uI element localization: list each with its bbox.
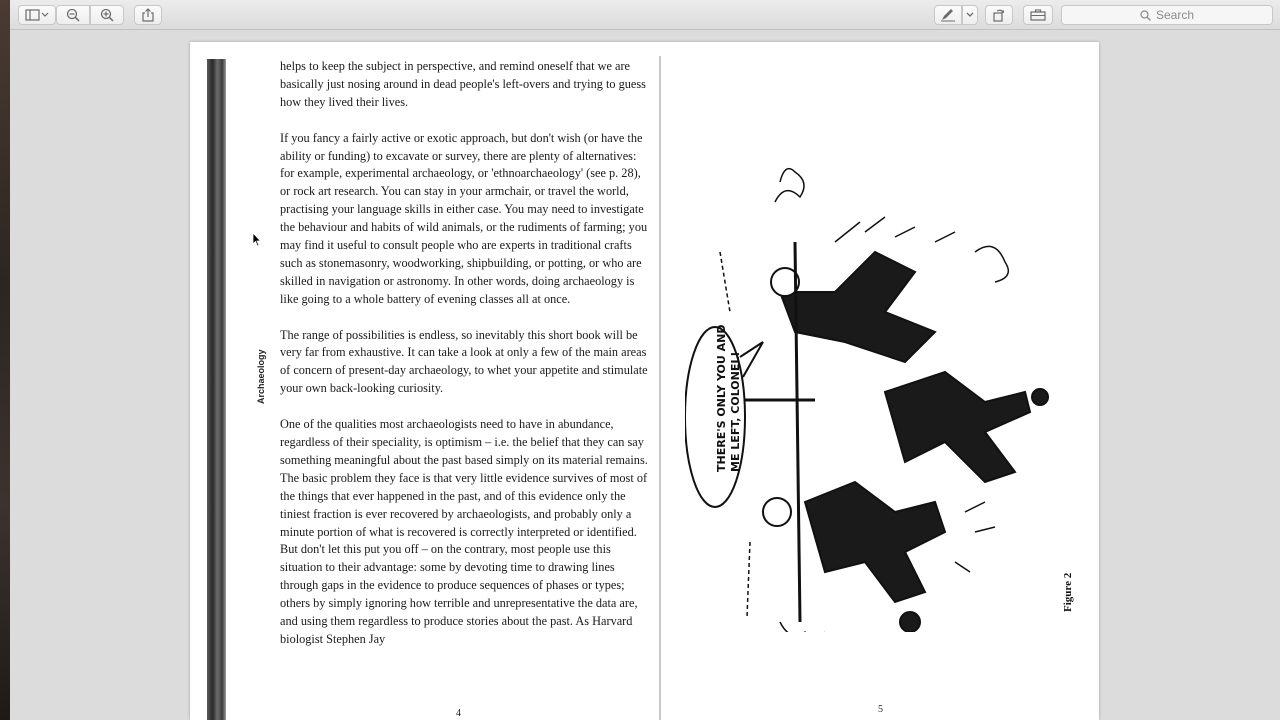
running-head: Archaeology <box>256 349 266 404</box>
markup-menu-button[interactable] <box>962 5 978 25</box>
rotate-icon <box>992 8 1006 22</box>
search-placeholder: Search <box>1155 8 1195 22</box>
chevron-down-icon <box>966 12 974 18</box>
toolbox-icon <box>1030 9 1046 21</box>
paragraph-1: helps to keep the subject in perspective, and remind oneself that we are basically just nosing around in dead people's left-overs and trying to guess how they lived their lives. <box>280 59 646 109</box>
toolbox-button[interactable] <box>1023 5 1053 25</box>
zoom-out-button[interactable] <box>56 5 90 25</box>
desktop-edge <box>0 0 10 720</box>
scan-edge-shadow <box>207 59 226 720</box>
toolbar <box>10 0 1280 30</box>
sidebar-toggle-button[interactable] <box>18 5 56 25</box>
figure-caption: Figure 2 <box>1062 572 1074 612</box>
zoom-in-button[interactable] <box>90 5 124 25</box>
zoom-out-icon <box>66 8 80 22</box>
paragraph-4: One of the qualities most archaeologists need to have in abundance, regardless of their speciality, is optimism – i.e. the belief that they can say something meaningful about the past based simply on its material remains. The basic problem they face is that very little evidence survives of most of the things that ever happened in the past, and of this evidence only the tiniest fraction is ever recovered by archaeologists, and probably only a minute portion of what is recovered is correctly interpreted or identified. But don't let this put you off – on the contrary, most people use this situation to their advantage: some by devoting time to drawing lines through gaps in the evidence to produce sequences of phases or types; others by simply ignoring how terrible and unrepresentative the data are, and using them regardless to produce stories about the past. As Harvard biologist Stephen Jay <box>280 417 648 646</box>
search-icon <box>1140 10 1151 21</box>
cartoon-illustration <box>685 142 1055 632</box>
rotate-button[interactable] <box>985 5 1013 25</box>
search-field[interactable] <box>1061 5 1273 25</box>
paragraph-2: If you fancy a fairly active or exotic approach, but don't wish (or have the ability or funding) to excavate or survey, there are plenty of alternatives: for example, experimental archaeology, or 'ethnoarchaeology' (see p. 28), or rock art research. You can stay in your armchair, or travel the world, practising your language skills in either case. You may need to investigate the behaviour and habits of wild animals, or the rudiments of farming; you may find it useful to consult people who are experts in traditional crafts such as stonemasonry, woodworking, shipbuilding, or potting, or who are skilled in navigation or astronomy. In other words, doing archaeology is like going to a whole battery of evening classes all at once. <box>280 130 648 306</box>
right-page-number: 5 <box>878 704 883 715</box>
page-gutter <box>659 56 661 720</box>
speech-line-1: THERE'S ONLY YOU AND <box>715 324 728 472</box>
markup-button[interactable] <box>934 5 962 25</box>
share-icon <box>142 8 154 22</box>
speech-line-2: ME LEFT, COLONEL! <box>729 351 742 472</box>
left-page-number: 4 <box>456 708 461 719</box>
share-button[interactable] <box>134 5 162 25</box>
left-page-text <box>280 58 650 649</box>
mouse-cursor-icon <box>252 232 262 247</box>
paragraph-3: The range of possibilities is endless, so inevitably this short book will be very far from exhaustive. It can take a look at only a few of the main areas of concern of present-day archaeology, to whet your appetite and stimulate your own back-looking curiosity. <box>280 327 648 396</box>
sidebar-icon <box>25 9 49 21</box>
zoom-in-icon <box>100 8 114 22</box>
pen-icon <box>940 8 956 22</box>
document-page-spread[interactable] <box>190 42 1099 720</box>
